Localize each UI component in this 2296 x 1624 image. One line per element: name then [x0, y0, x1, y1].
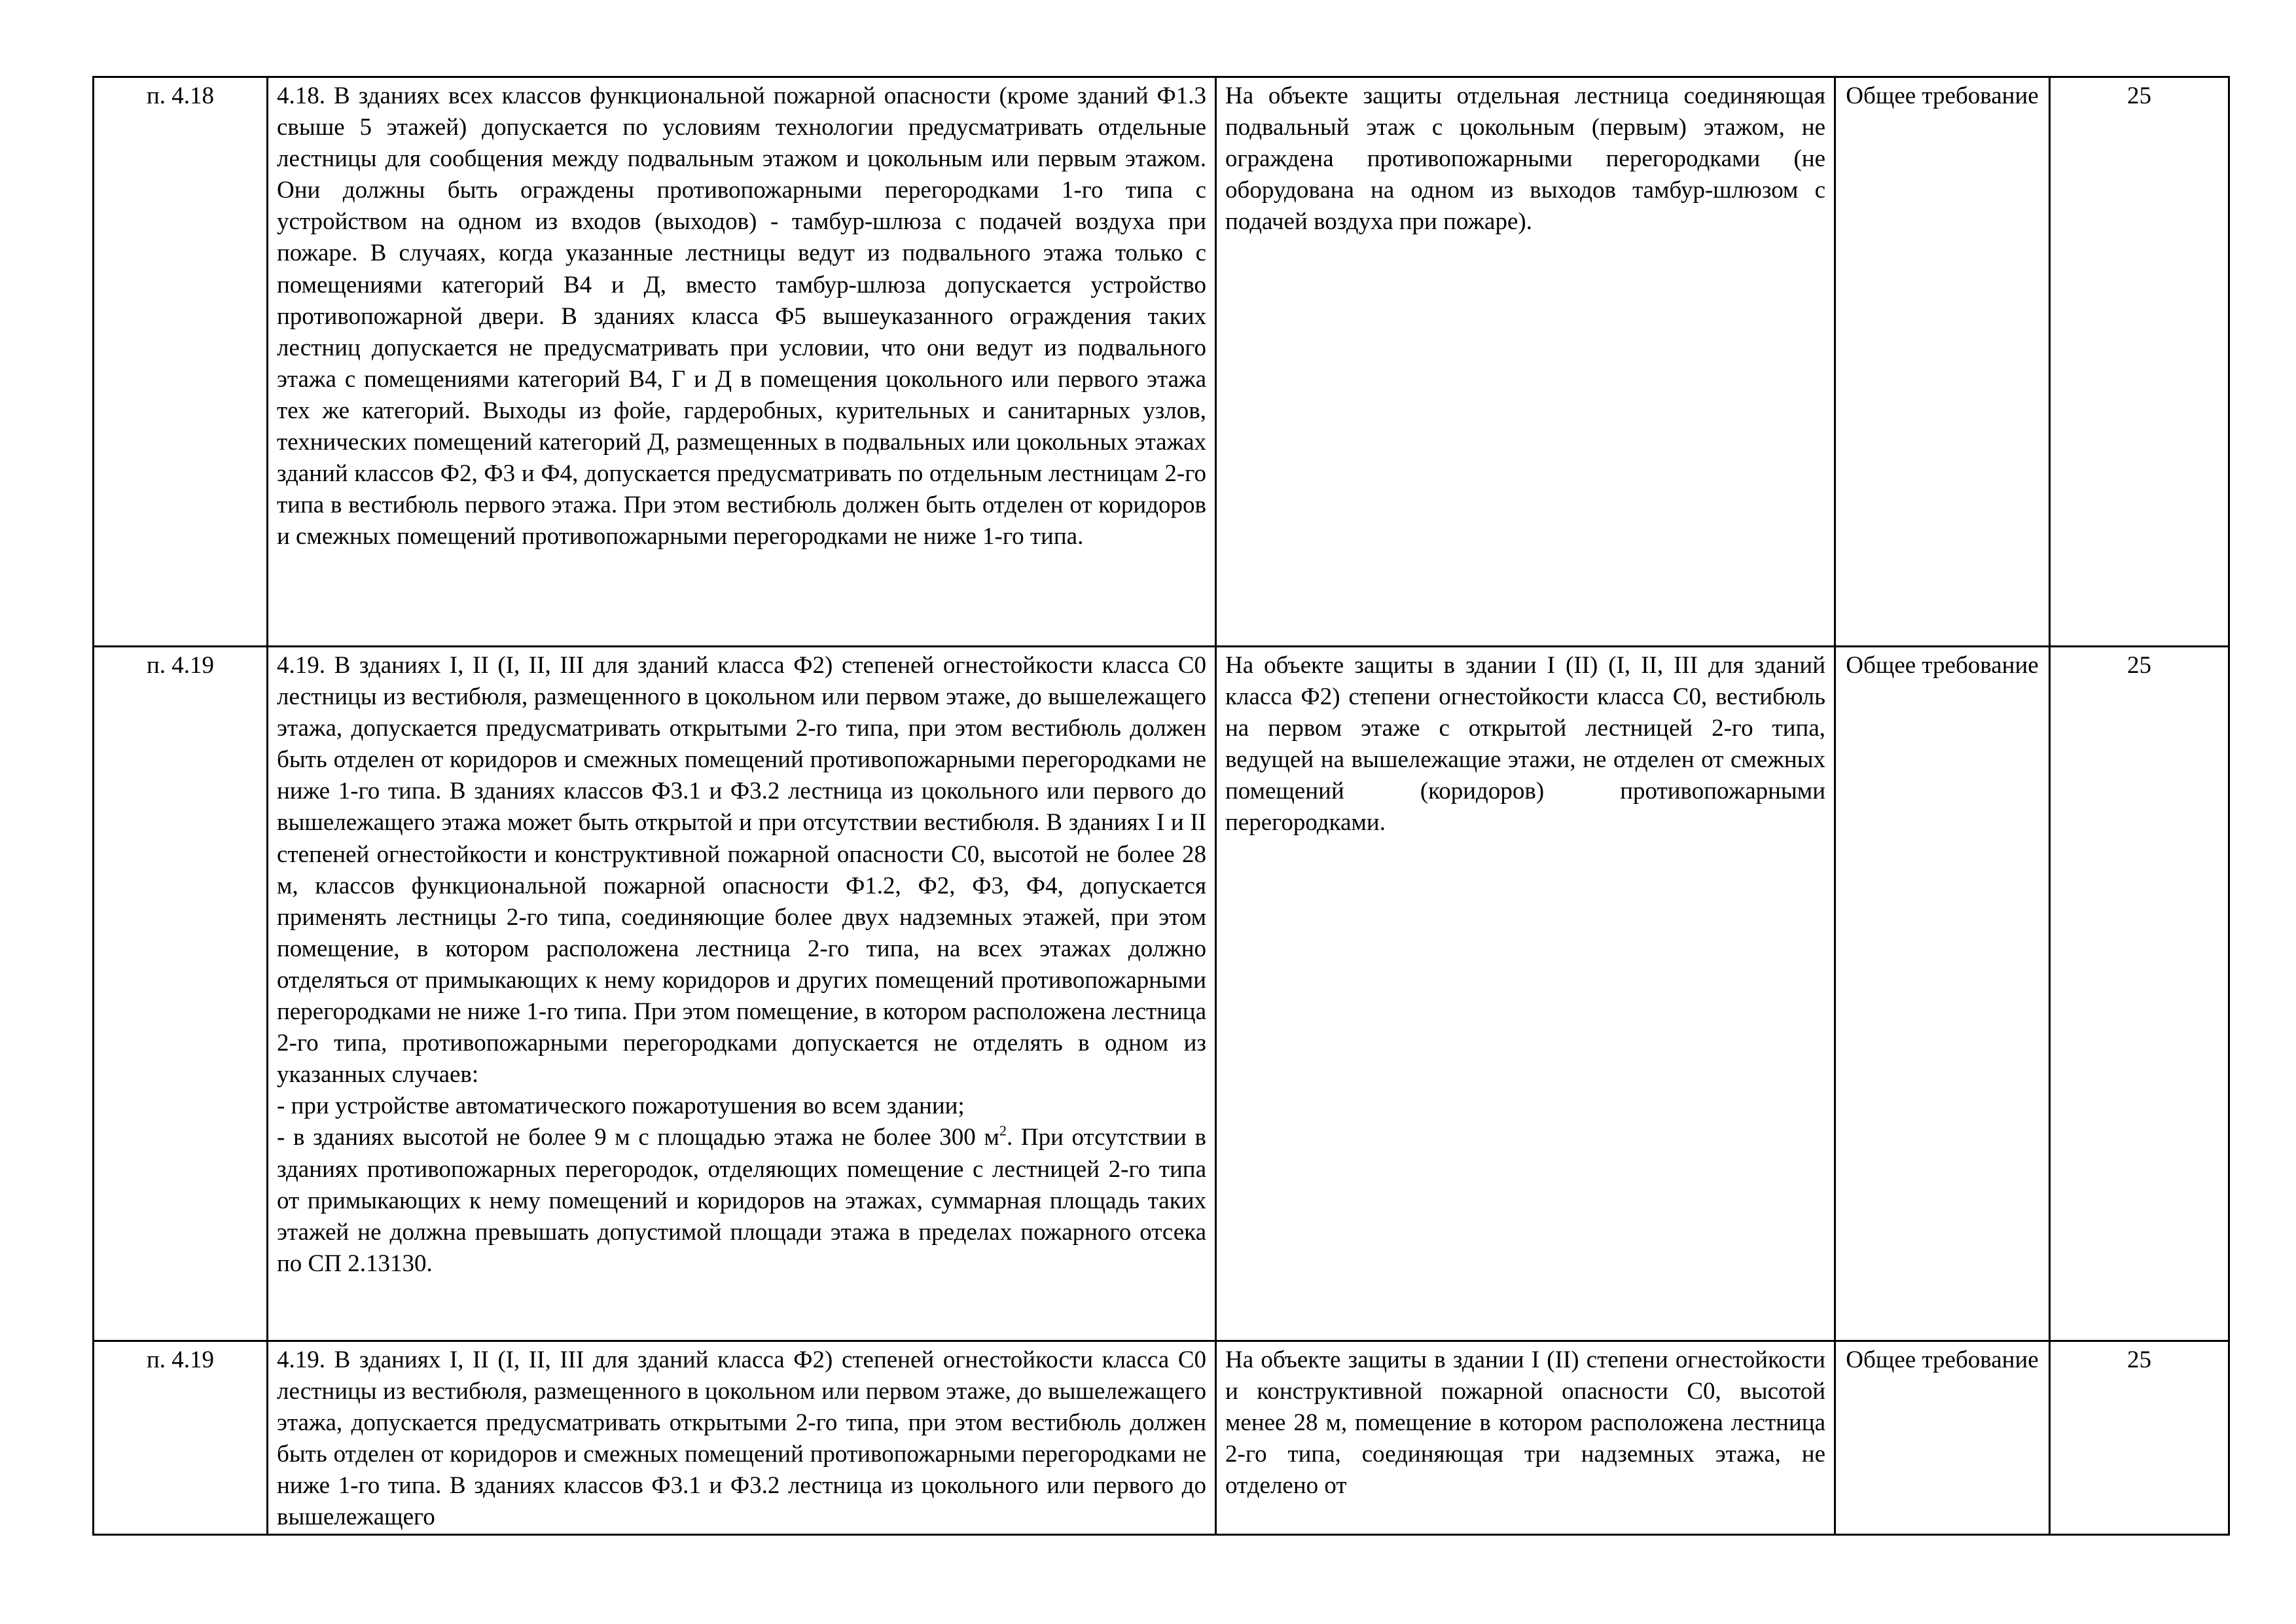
requirement-type-cell: Общее требование	[1835, 647, 2050, 1341]
table-row	[94, 1341, 2229, 1535]
requirement-paragraph	[277, 1122, 1206, 1279]
table-row	[94, 647, 2229, 1341]
violation-cell: На объекте защиты в здании I (II) (I, II, III для зданий класса Ф2) степени огнестойкости класса С0, вестибюль на первом этаже с открытой лестницей 2-го типа, ведущей на вышележащие этажи, не отделен от смежных помещений (коридоров) противопожарными перегородками.	[1216, 647, 1835, 1341]
clause-cell: п. 4.18	[94, 77, 268, 647]
clause-cell: п. 4.19	[94, 1341, 268, 1535]
violation-cell: На объекте защиты отдельная лестница соединяющая подвальный этаж с цокольным (первым) этажом, не ограждена противопожарными перегородками (не оборудована на одном из выходов тамбур-шлюзом с подачей воздуха при пожаре).	[1216, 77, 1835, 647]
superscript: 2	[999, 1122, 1007, 1139]
requirement-text-cell	[268, 1341, 1216, 1535]
requirement-type-cell: Общее требование	[1835, 1341, 2050, 1535]
requirement-paragraph: - при устройстве автоматического пожаротушения во всем здании;	[277, 1092, 965, 1120]
requirement-paragraph: 4.19. В зданиях I, II (I, II, III для зданий класса Ф2) степеней огнестойкости класса С0 лестницы из вестибюля, размещенного в цокольном или первом этаже, до вышележащего этажа, допускается предусматривать открытыми 2-го типа, при этом вестибюль должен быть отделен от коридоров и смежных помещений противопожарными перегородками не ниже 1-го типа. В зданиях классов Ф3.1 и Ф3.2 лестница из цокольного или первого до вышележащего этажа может быть открытой и при отсутствии вестибюля. В зданиях I и II степеней огнестойкости и конструктивной пожарной опасности С0, высотой не более 28 м, классов функциональной пожарной опасности Ф1.2, Ф2, Ф3, Ф4, допускается применять лестницы 2-го типа, соединяющие более двух надземных этажей, при этом помещение, в котором расположена лестница 2-го типа, на всех этажах должно отделяться от примыкающих к нему коридоров и других помещений противопожарными перегородками не ниже 1-го типа. При этом помещение, в котором расположена лестница 2-го типа, противопожарными перегородками допускается не отделять в одном из указанных случаев:	[277, 652, 1206, 1089]
violation-cell: На объекте защиты в здании I (II) степени огнестойкости и конструктивной пожарной опасности С0, высотой менее 28 м, помещение в котором расположена лестница 2-го типа, соединяющая три надземных этажа, не отделено от	[1216, 1341, 1835, 1535]
count-cell: 25	[2050, 647, 2229, 1341]
count-cell: 25	[2050, 77, 2229, 647]
count-cell: 25	[2050, 1341, 2229, 1535]
table-row	[94, 77, 2229, 647]
requirement-text-cell	[268, 77, 1216, 647]
requirement-text-cell	[268, 647, 1216, 1341]
requirement-text-fragment: - в зданиях высотой не более 9 м с площадью этажа не более 300 м	[277, 1124, 999, 1151]
requirement-paragraph: 4.18. В зданиях всех классов функциональной пожарной опасности (кроме зданий Ф1.3 свыше 5 этажей) допускается по условиям технологии предусматривать отдельные лестницы для сообщения между подвальным этажом и цокольным или первым этажом. Они должны быть ограждены противопожарными перегородками 1-го типа с устройством на одном из входов (выходов) - тамбур-шлюза с подачей воздуха при пожаре. В случаях, когда указанные лестницы ведут из подвального этажа только с помещениями категорий В4 и Д, вместо тамбур-шлюза допускается устройство противопожарной двери. В зданиях класса Ф5 вышеуказанного ограждения таких лестниц допускается не предусматривать при условии, что они ведут из подвального этажа с помещениями категорий В4, Г и Д в помещения цокольного или первого этажа тех же категорий. Выходы из фойе, гардеробных, курительных и санитарных узлов, технических помещений категорий Д, размещенных в подвальных или цокольных этажах зданий классов Ф2, Ф3 и Ф4, допускается предусматривать по отдельным лестницам 2-го типа в вестибюль первого этажа. При этом вестибюль должен быть отделен от коридоров и смежных помещений противопожарными перегородками не ниже 1-го типа.	[277, 82, 1206, 550]
requirement-type-cell: Общее требование	[1835, 77, 2050, 647]
requirements-table	[92, 76, 2230, 1536]
requirement-text-fragment: . При отсутствии в зданиях противопожарных перегородок, отделяющих помещение с лестницей 2-го типа от примыкающих к нему помещений и коридоров на этажах, суммарная площадь таких этажей не должна превышать допустимой площади этажа в пределах пожарного отсека по СП 2.13130.	[277, 1124, 1206, 1277]
clause-cell: п. 4.19	[94, 647, 268, 1341]
requirement-paragraph: 4.19. В зданиях I, II (I, II, III для зданий класса Ф2) степеней огнестойкости класса С0 лестницы из вестибюля, размещенного в цокольном или первом этаже, до вышележащего этажа, допускается предусматривать открытыми 2-го типа, при этом вестибюль должен быть отделен от коридоров и смежных помещений противопожарными перегородками не ниже 1-го типа. В зданиях классов Ф3.1 и Ф3.2 лестница из цокольного или первого до вышележащего	[277, 1346, 1206, 1531]
